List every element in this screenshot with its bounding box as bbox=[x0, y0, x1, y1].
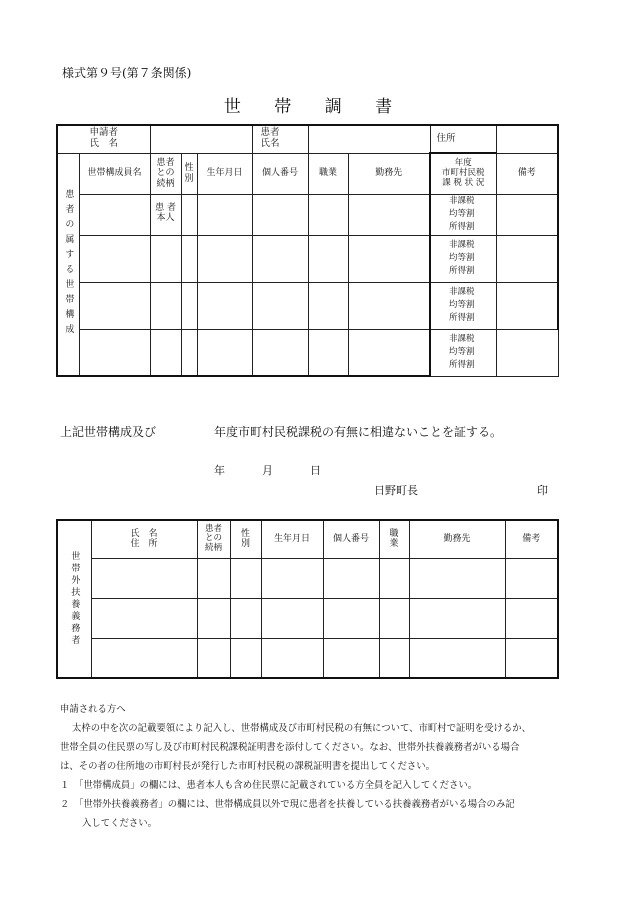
tax-status-cell: 非課税 均等割 所得割 bbox=[430, 235, 496, 282]
certification-right: 年度市町村民税課税の有無に相違ないことを証する。 bbox=[214, 425, 503, 439]
household-table bbox=[56, 124, 559, 377]
notes-paragraph: 太枠の中を次の記載要領により記入し、世帯構成及び市町村民税の有無について、市町村で証明を受けるか、 bbox=[72, 723, 532, 734]
seal-mark: 印 bbox=[537, 484, 548, 497]
dependents-side-label: 世帯外扶養義務者 bbox=[57, 520, 91, 678]
col-occupation: 職業 bbox=[308, 153, 348, 194]
col-personal-number: 個人番号 bbox=[323, 520, 379, 558]
table-row bbox=[57, 638, 558, 678]
col-remarks: 備考 bbox=[505, 520, 558, 558]
dependents-table bbox=[56, 519, 559, 679]
notes-heading: 申請される方へ bbox=[60, 704, 126, 715]
tax-status-cell: 非課税 均等割 所得割 bbox=[430, 329, 496, 376]
table-row bbox=[57, 194, 558, 235]
col-workplace: 勤務先 bbox=[348, 153, 430, 194]
note-item-2-cont: 入してください。 bbox=[82, 818, 158, 829]
address-label: 住所 bbox=[430, 125, 496, 153]
page-title: 世 帯 調 書 bbox=[223, 97, 407, 117]
col-sex: 性 別 bbox=[181, 153, 197, 194]
address-field[interactable] bbox=[496, 125, 558, 153]
tax-status-cell: 非課税 均等割 所得割 bbox=[430, 282, 496, 329]
col-name-address: 氏 名 住 所 bbox=[91, 520, 197, 558]
form-number: 様式第９号(第７条関係) bbox=[62, 66, 192, 80]
mayor-label: 日野町長 bbox=[374, 484, 418, 497]
col-relation: 患者 との 続柄 bbox=[150, 153, 181, 194]
col-occupation: 職 業 bbox=[379, 520, 409, 558]
date-day: 日 bbox=[310, 464, 321, 477]
patient-name-field[interactable] bbox=[308, 125, 430, 153]
col-tax-status: 年度 市町村民税 課 税 状 況 bbox=[430, 153, 496, 194]
col-remarks: 備考 bbox=[496, 153, 558, 194]
patient-self-label: 患 者 本人 bbox=[150, 194, 181, 235]
certification-left: 上記世帯構成及び bbox=[60, 425, 157, 439]
col-member-name: 世帯構成員名 bbox=[79, 153, 150, 194]
note-item-1: １ 「世帯構成員」の欄には、患者本人も含め住民票に記載されている方全員を記入してください。 bbox=[60, 780, 478, 791]
note-item-2: ２ 「世帯外扶養義務者」の欄には、世帯構成員以外で現に患者を扶養している扶養義務者がいる場合のみ記 bbox=[60, 799, 515, 810]
table-row bbox=[57, 558, 558, 598]
table-row bbox=[57, 598, 558, 638]
date-year: 年 bbox=[214, 464, 225, 477]
col-birthdate: 生年月日 bbox=[261, 520, 323, 558]
col-sex: 性 別 bbox=[230, 520, 261, 558]
notes-section bbox=[60, 700, 580, 833]
col-relation: 患者 との 続柄 bbox=[197, 520, 230, 558]
col-birthdate: 生年月日 bbox=[197, 153, 252, 194]
patient-name-label: 患者 氏名 bbox=[252, 125, 308, 153]
tax-status-cell: 非課税 均等割 所得割 bbox=[430, 194, 496, 235]
applicant-name-field[interactable] bbox=[150, 125, 252, 153]
applicant-name-label: 申請者 氏 名 bbox=[57, 125, 150, 153]
notes-paragraph: 世帯全員の住民票の写し及び市町村民税課税証明書を添付してください。なお、世帯外扶養義務者がいる場合 bbox=[60, 742, 520, 753]
table-row bbox=[57, 235, 558, 282]
date-month: 月 bbox=[262, 464, 273, 477]
household-side-label: 患者の属する世帯構成 bbox=[57, 153, 79, 376]
table-row bbox=[57, 329, 558, 376]
col-personal-number: 個人番号 bbox=[252, 153, 308, 194]
notes-paragraph: は、その者の住所地の市町村長が発行した市町村民税の課税証明書を提出してください。 bbox=[60, 761, 436, 772]
col-workplace: 勤務先 bbox=[409, 520, 505, 558]
table-row bbox=[57, 282, 558, 329]
